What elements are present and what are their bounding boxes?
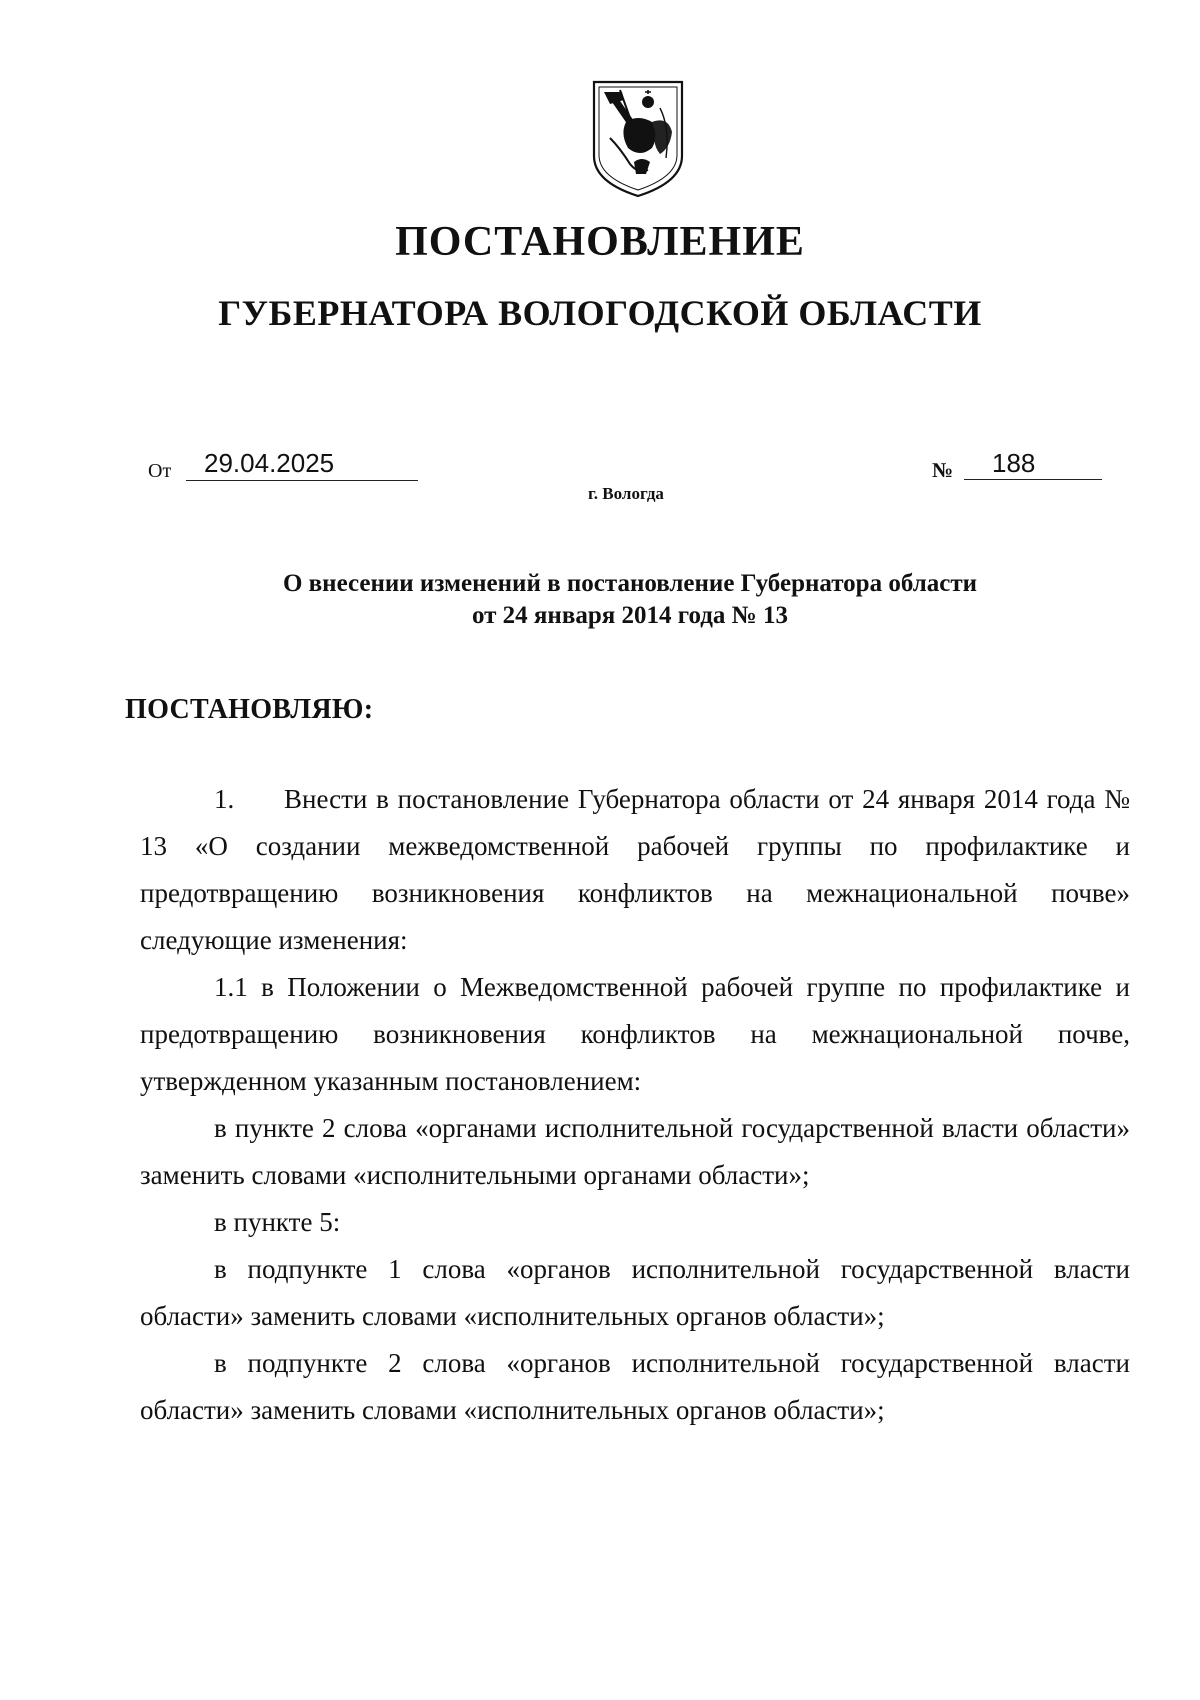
document-city: г. Вологда — [588, 484, 664, 503]
document-issuer: ГУБЕРНАТОРА ВОЛОГОДСКОЙ ОБЛАСТИ — [218, 293, 982, 333]
paragraph-point-5: в пункте 5: — [214, 1207, 341, 1237]
document-date: 29.04.2025 — [186, 448, 418, 481]
decree-word: ПОСТАНОВЛЯЮ: — [125, 694, 374, 725]
paragraph-subpoint-1: в подпункте 1 слова «органов исполнительной государственной власти области» заменить словами «исполнительных органов области»; — [140, 1254, 1130, 1331]
paragraph-point-2: в пункте 2 слова «органами исполнительной государственной власти области» заменить словами «исполнительными органами области»; — [140, 1113, 1130, 1190]
item-number: 1. — [214, 784, 235, 814]
paragraph-item-1 — [140, 776, 1130, 964]
item-1-text: Внести в постановление Губернатора области от 24 января 2014 года № 13 «О создании межведомственной рабочей группы по профилактике и предотвращению возникновения конфликтов на межнациональной почве» следующие изменения: — [140, 784, 1130, 955]
subject-line-2: от 24 января 2014 года № 13 — [471, 602, 789, 629]
vologda-coat-of-arms-icon — [590, 78, 686, 200]
date-number-row — [148, 448, 1120, 488]
paragraph-subpoint-2: в подпункте 2 слова «органов исполнительной государственной власти области» заменить словами «исполнительных органов области»; — [140, 1348, 1130, 1425]
date-prefix: От — [148, 460, 172, 482]
subject-line-1: О внесении изменений в постановление Губернатора области — [282, 570, 978, 597]
document-title: ПОСТАНОВЛЕНИЕ — [395, 219, 805, 265]
number-prefix: № — [932, 458, 954, 482]
document-body — [140, 776, 1130, 1434]
document-number: 188 — [964, 448, 1102, 480]
paragraph-1-1: 1.1 в Положении о Межведомственной рабочей группе по профилактике и предотвращению возникновения конфликтов на межнациональной почве, утвержденном указанным постановлением: — [140, 972, 1130, 1096]
document-subject — [150, 568, 1110, 632]
